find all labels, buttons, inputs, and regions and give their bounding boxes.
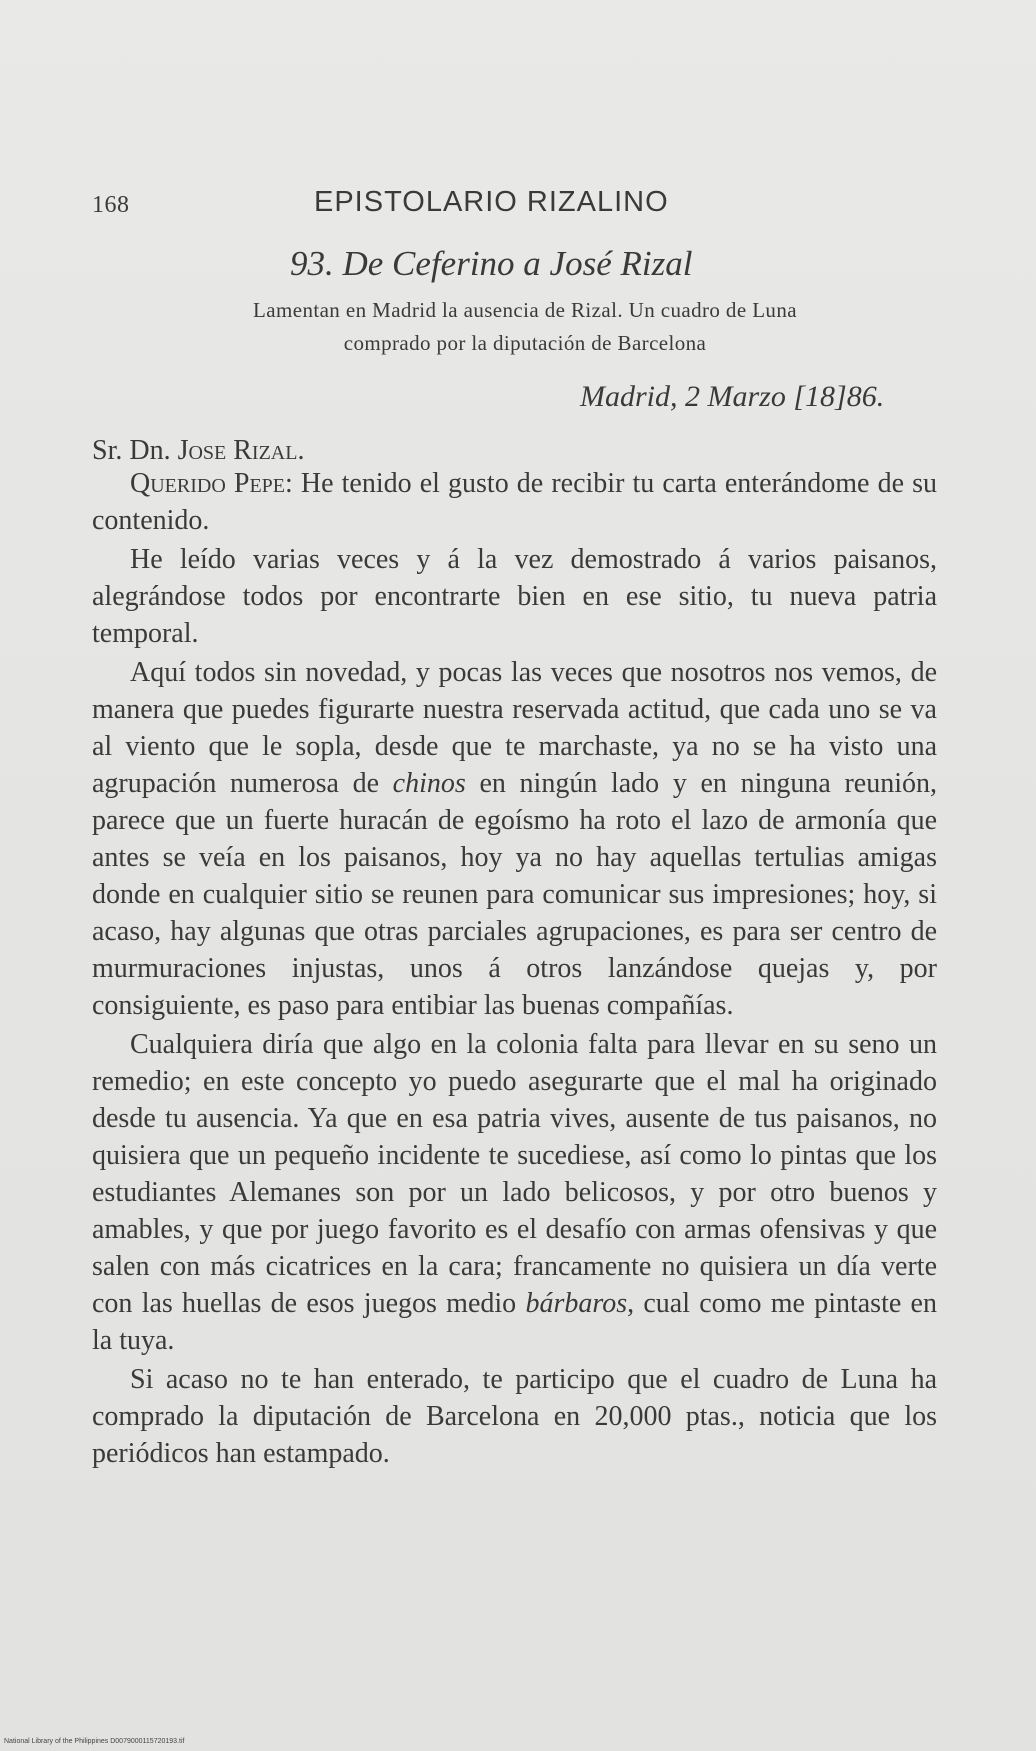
paragraph	[92, 465, 937, 539]
running-head: EPISTOLARIO RIZALINO	[314, 186, 669, 218]
paragraph: Si acaso no te han enterado, te participo que el cuadro de Luna ha comprado la diputación de Barcelona en 20,000 ptas., noticia que los periódicos han estampado.	[92, 1364, 937, 1469]
paragraph-text: Aquí todos sin novedad, y pocas las veces que nosotros nos vemos, de manera que puedes figurarte nuestra reservada actitud, que cada uno se va al viento que le sopla, desde que te marchaste, ya no se ha visto una agrupación numerosa de	[92, 657, 937, 799]
page-number: 168	[92, 192, 130, 218]
paragraph-text: en ningún lado y en ninguna reunión, parece que un fuerte huracán de egoísmo ha roto el lazo de armonía que antes se veía en los paisanos, hoy ya no hay aquellas tertulias amigas donde en cualquier sitio se reunen para comunicar sus impresiones; hoy, si acaso, hay algunas que otras parciales agrupaciones, es para ser centro de murmuraciones injustas, unos á otros lanzándose quejas y, por consiguiente, es paso para entibiar las buenas compañías.	[92, 768, 937, 1021]
paragraph	[92, 654, 937, 1024]
salutation-suffix: .	[297, 435, 305, 466]
letter-title: 93. De Ceferino a José Rizal	[290, 244, 693, 283]
salutation-prefix: Sr. Dn.	[92, 435, 178, 466]
page-header	[92, 186, 952, 226]
paragraph-text: Cualquiera diría que algo en la colonia falta para llevar en su seno un remedio; en este concepto yo puedo asegurarte que el mal ha originado desde tu ausencia. Ya que en esa patria vives, ausente de tus paisanos, no quisiera que un pequeño incidente te sucediese, así como lo pintas que los estudiantes Alemanes son por un lado belicosos, y por otro buenos y amables, y que por juego favorito es el desafío con armas ofensivas y que salen con más cicatrices en la cara; francamente no quisiera un día verte con las huellas de esos juegos medio	[92, 1029, 937, 1319]
salutation-name: Jose Rizal	[177, 435, 298, 466]
salutation	[92, 435, 304, 467]
emphasis: chinos	[392, 768, 466, 799]
letter-summary	[120, 294, 930, 360]
scan-credit: National Library of the Philippines D0079000115720193.tif	[4, 1738, 185, 1745]
dateline: Madrid, 2 Marzo [18]86.	[580, 380, 885, 413]
summary-line: comprado por la diputación de Barcelona	[343, 331, 707, 355]
letter-body	[92, 465, 937, 1474]
paragraph-text: , cual como me pintaste en la tuya.	[92, 1288, 937, 1356]
summary-line: Lamentan en Madrid la ausencia de Rizal. Un cuadro de Luna	[253, 298, 797, 322]
greeting: Querido Pepe	[130, 468, 285, 499]
paragraph: He leído varias veces y á la vez demostrado á varios paisanos, alegrándose todos por encontrarte bien en ese sitio, tu nueva patria temporal.	[92, 544, 937, 649]
paragraph-text: : He tenido el gusto de recibir tu carta enterándome de su contenido.	[92, 468, 937, 536]
paragraph	[92, 1026, 937, 1359]
emphasis: bárbaros	[525, 1288, 628, 1319]
